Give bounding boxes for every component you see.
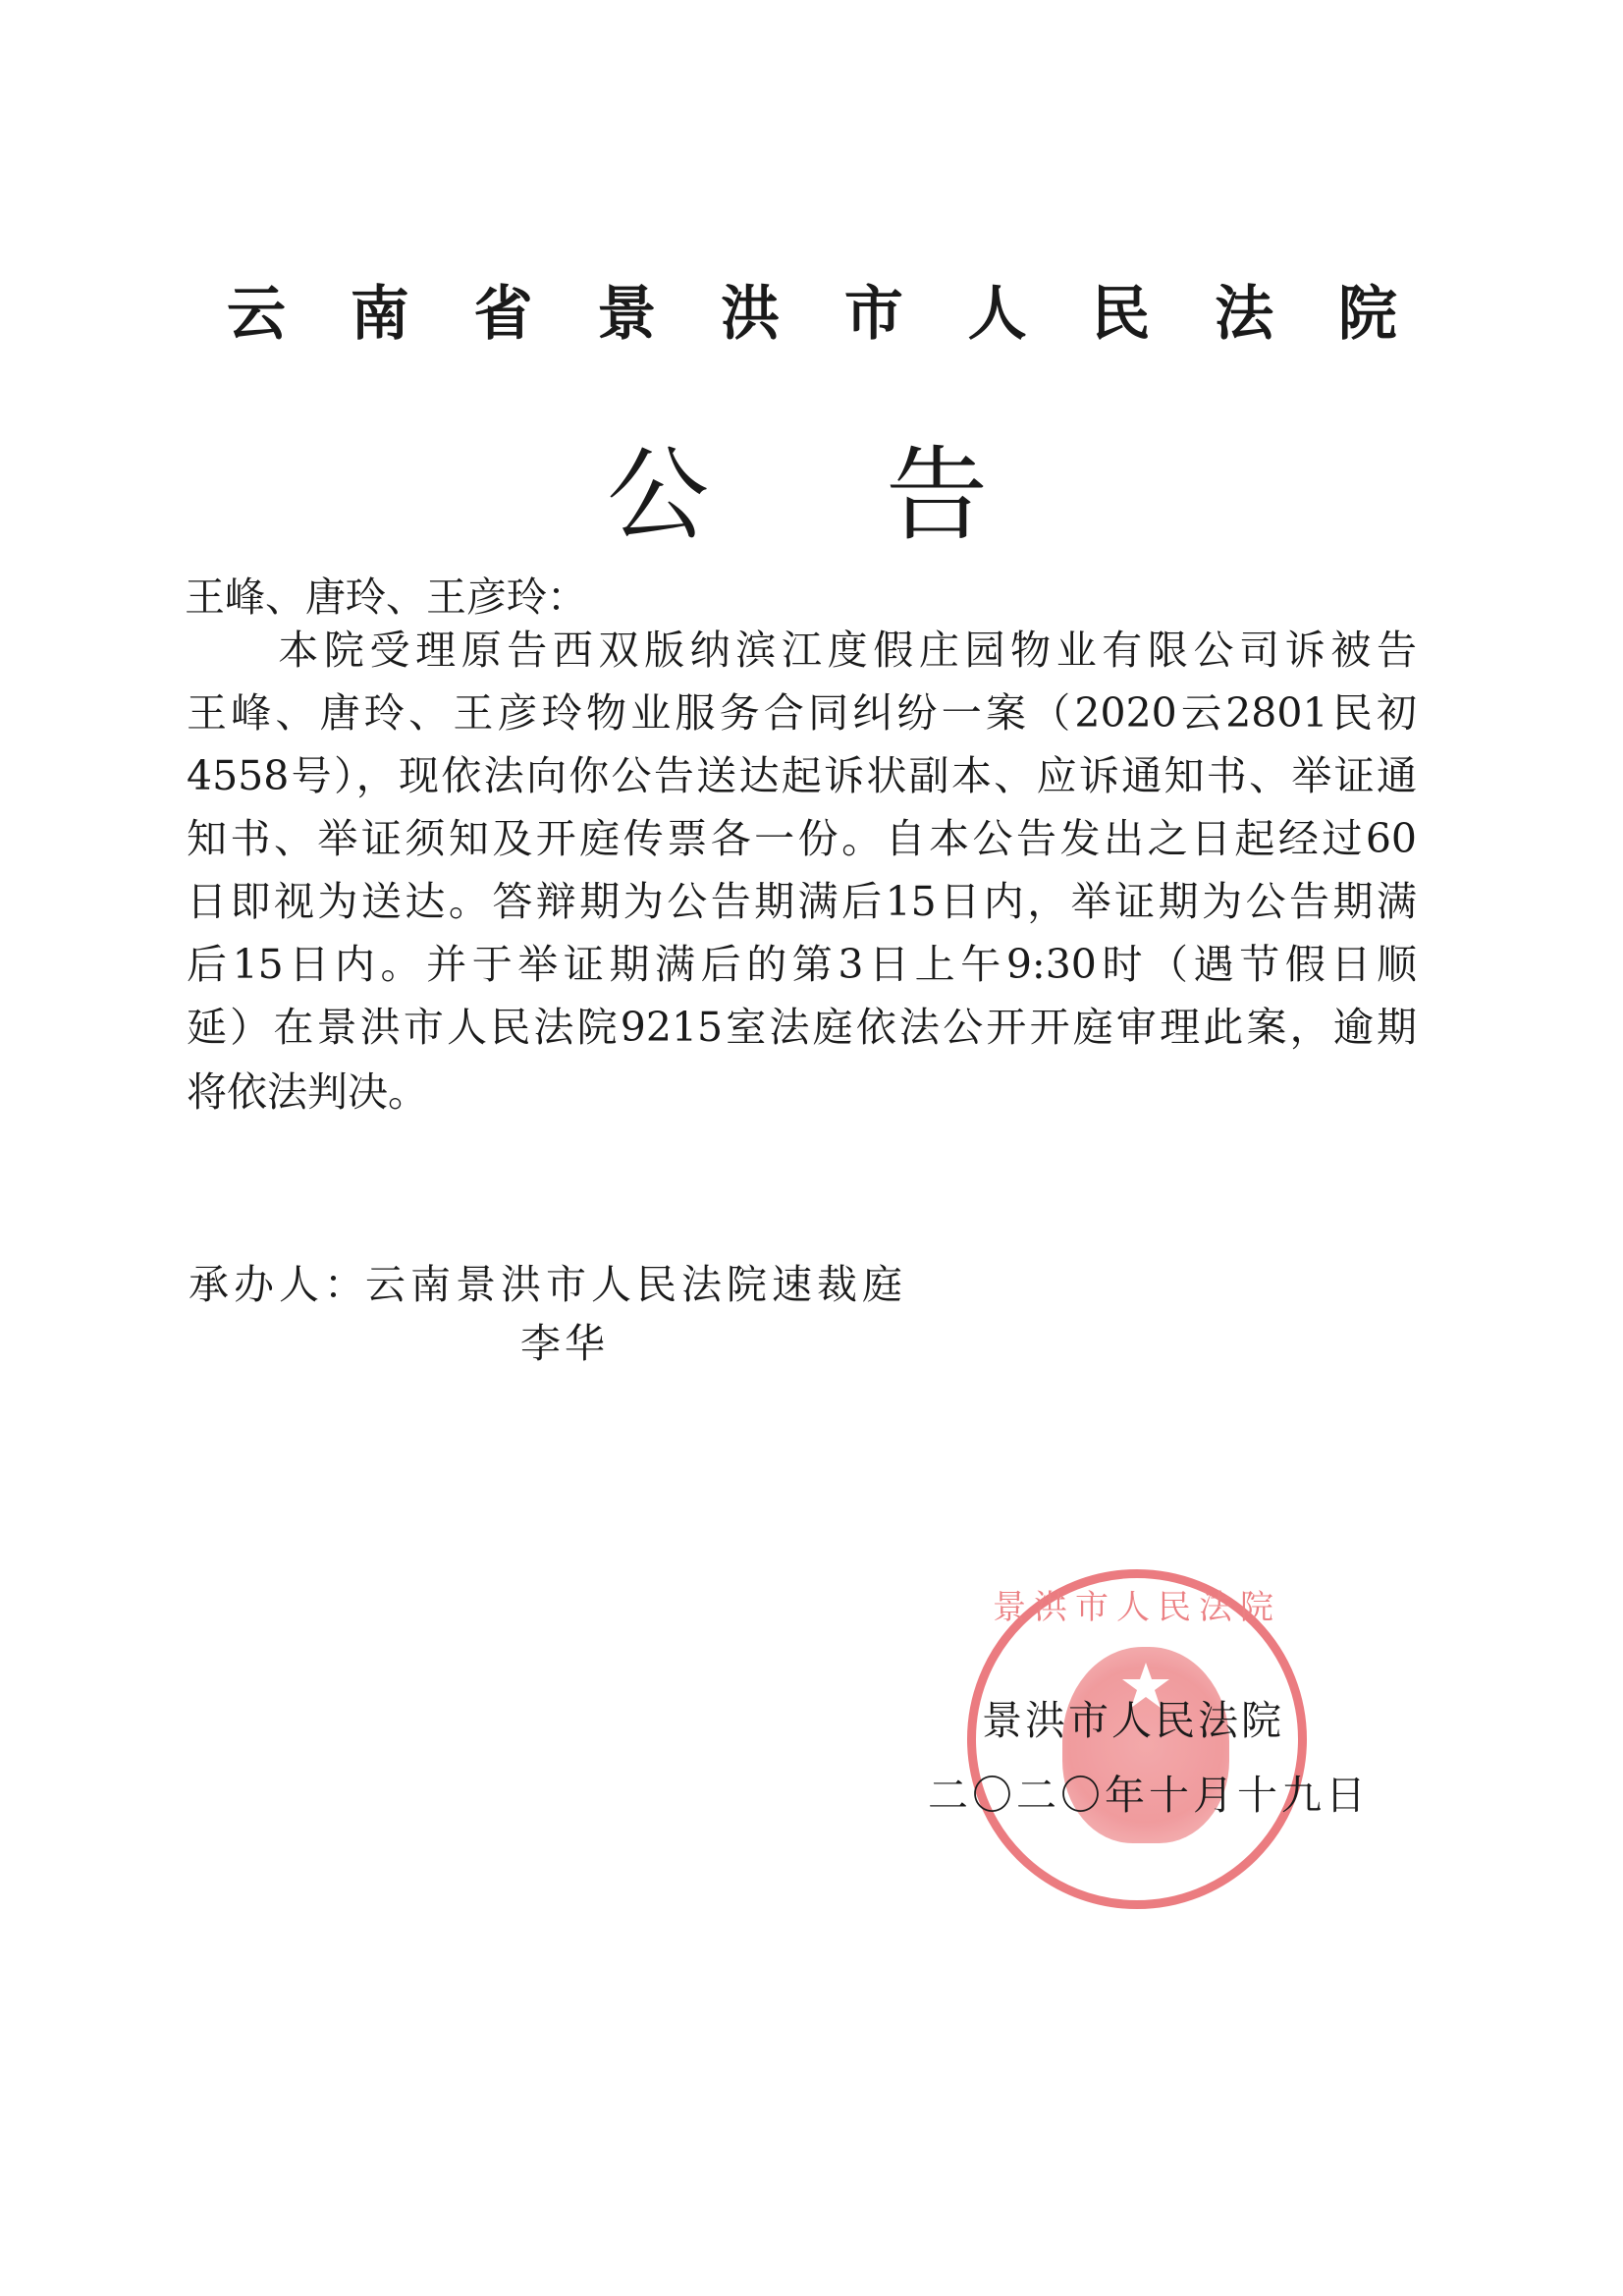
signature-date: 二〇二〇年十月十九日 xyxy=(928,1772,1370,1819)
body-line: 本院受理原告西双版纳滨江度假庄园物业有限公司诉被告 xyxy=(187,627,1417,674)
handler-person: 李华 xyxy=(520,1320,609,1367)
heading-char: 法 xyxy=(1215,280,1274,349)
doc-type-char: 公 xyxy=(607,435,710,555)
body-line: 知书、举证须知及开庭传票各一份。自本公告发出之日起经过60 xyxy=(187,815,1417,862)
body-line: 将依法判决。 xyxy=(187,1068,428,1116)
heading-char: 民 xyxy=(1091,280,1151,349)
heading-char: 景 xyxy=(597,280,657,349)
salutation: 王峰、唐玲、王彦玲： xyxy=(185,574,587,621)
body-line: 后15日内。并于举证期满后的第3日上午9:30时（遇节假日顺 xyxy=(187,941,1417,988)
heading-char: 云 xyxy=(227,280,286,349)
heading-char: 市 xyxy=(843,280,903,349)
body-line: 王峰、唐玲、王彦玲物业服务合同纠纷一案（2020云2801民初 xyxy=(187,689,1417,737)
handler-department: 云南景洪市人民法院速裁庭 xyxy=(365,1261,907,1308)
doc-type-char: 告 xyxy=(886,435,989,555)
seal-ring-text: 景洪市人民法院 xyxy=(993,1588,1281,1627)
body-line: 4558号），现依法向你公告送达起诉状副本、应诉通知书、举证通 xyxy=(187,752,1417,799)
body-line: 延）在景洪市人民法院9215室法庭依法公开开庭审理此案，逾期 xyxy=(187,1004,1417,1051)
body-line: 日即视为送达。答辩期为公告期满后15日内，举证期为公告期满 xyxy=(187,878,1417,925)
heading-char: 省 xyxy=(473,280,533,349)
signature-court: 景洪市人民法院 xyxy=(982,1697,1284,1744)
handler-label: 承办人： xyxy=(189,1261,369,1308)
heading-char: 洪 xyxy=(721,280,781,349)
heading-char: 院 xyxy=(1337,280,1397,349)
court-name-heading xyxy=(227,267,1397,352)
heading-char: 南 xyxy=(350,280,409,349)
heading-char: 人 xyxy=(967,280,1027,349)
